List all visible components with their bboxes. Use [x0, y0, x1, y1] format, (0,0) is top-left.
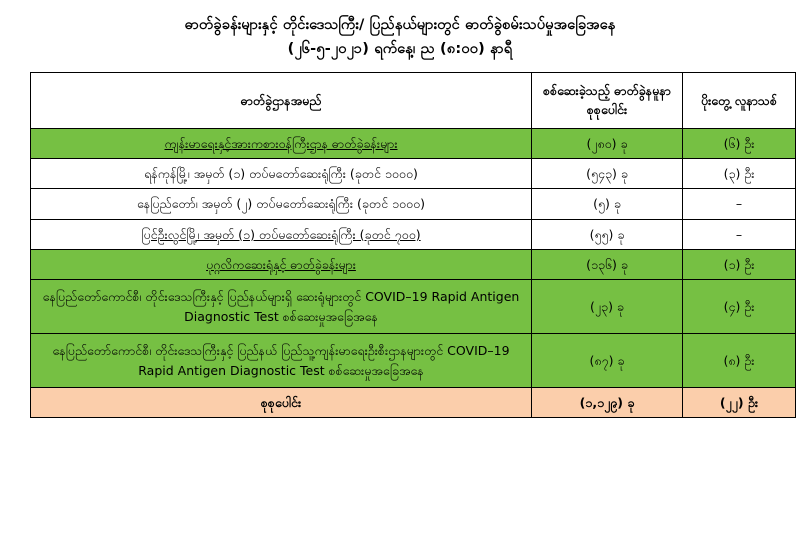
table-row: [31, 280, 796, 334]
cell-new-cases: (၄) ဦး: [683, 280, 796, 334]
table-row: [31, 158, 796, 188]
column-header-lab-name: ဓာတ်ခွဲဌာနအမည်: [31, 72, 532, 128]
cell-total-label: စုစုပေါင်း: [31, 387, 532, 417]
lab-testing-table: [30, 72, 796, 419]
lab-name-text: ရန်ကုန်မြို့၊ အမှတ် (၁) တပ်မတော်ဆေးရုံကြီး (ခုတင် ၁၀၀၀): [144, 165, 418, 181]
page-title: [30, 14, 770, 62]
cell-samples-tested: (၂၃) ခု: [532, 280, 683, 334]
cell-lab-name: [31, 158, 532, 188]
cell-lab-name: [31, 250, 532, 280]
cell-samples-tested: (၈၇) ခု: [532, 334, 683, 388]
cell-samples-tested: (၅၅) ခု: [532, 219, 683, 249]
cell-lab-name: နေပြည်တော်ကောင်စီ၊ တိုင်းဒေသကြီးနှင့် ပြည်နယ် ပြည်သူ့ကျန်းမာရေးဦးစီးဌာနများတွင် COVID–19 Rapid Antigen Diagnostic Test စစ်ဆေးမှုအခြေအနေ: [31, 334, 532, 388]
table-row: [31, 189, 796, 219]
cell-samples-tested: (၁၃၆) ခု: [532, 250, 683, 280]
cell-lab-name: [31, 189, 532, 219]
cell-total-samples-tested: (၁,၁၂၉) ခု: [532, 387, 683, 417]
cell-new-cases: –: [683, 219, 796, 249]
table-body: [31, 128, 796, 418]
table-row: [31, 128, 796, 158]
column-header-new-cases: ပိုးတွေ့ လူနာသစ်: [683, 72, 796, 128]
cell-lab-name: နေပြည်တော်ကောင်စီ၊ တိုင်းဒေသကြီးနှင့် ပြည်နယ်များရှိ ဆေးရုံများတွင် COVID–19 Rapid Antigen Diagnostic Test စစ်ဆေးမှုအခြေအနေ: [31, 280, 532, 334]
cell-samples-tested: (၅) ခု: [532, 189, 683, 219]
cell-lab-name: [31, 128, 532, 158]
cell-samples-tested: (၂၈၀) ခု: [532, 128, 683, 158]
cell-samples-tested: (၅၄၃) ခု: [532, 158, 683, 188]
lab-name-text: ပုဂ္ဂလိကဆေးရုံနှင့် ဓာတ်ခွဲခန်းများ: [206, 257, 356, 273]
cell-new-cases: –: [683, 189, 796, 219]
column-header-samples-tested: စစ်ဆေးခဲ့သည့် ဓာတ်ခွဲနမူနာ စုစုပေါင်း: [532, 72, 683, 128]
cell-new-cases: (၆) ဦး: [683, 128, 796, 158]
table-header-row: [31, 72, 796, 128]
table-header: [31, 72, 796, 128]
table-total-row: [31, 387, 796, 417]
table-row: [31, 250, 796, 280]
lab-name-text: ပြင်ဦးလွင်မြို့၊ အမှတ် (၁) တပ်မတော်ဆေးရုံကြီး (ခုတင် ၇၀၀): [141, 226, 421, 242]
table-row: [31, 219, 796, 249]
cell-total-new-cases: (၂၂) ဦး: [683, 387, 796, 417]
table-row: [31, 334, 796, 388]
cell-lab-name: [31, 219, 532, 249]
page-title-line-1: ဓာတ်ခွဲခန်းများနှင့် တိုင်းဒေသကြီး/ ပြည်နယ်များတွင် ဓာတ်ခွဲစမ်းသပ်မှုအခြေအနေ: [184, 17, 616, 33]
page-title-line-2: (၂၆-၅-၂၀၂၁) ရက်နေ့၊ ည (၈:၀၀) နာရီ: [287, 40, 513, 57]
lab-name-text: ကျန်းမာရေးနှင့်အားကစားဝန်ကြီးဌာန ဓာတ်ခွဲခန်းများ: [164, 135, 398, 151]
lab-name-text: နေပြည်တော်၊ အမှတ် (၂) တပ်မတော်ဆေးရုံကြီး (ခုတင် ၁၀၀၀): [137, 196, 425, 212]
cell-new-cases: (၈) ဦး: [683, 334, 796, 388]
cell-new-cases: (၃) ဦး: [683, 158, 796, 188]
cell-new-cases: (၁) ဦး: [683, 250, 796, 280]
